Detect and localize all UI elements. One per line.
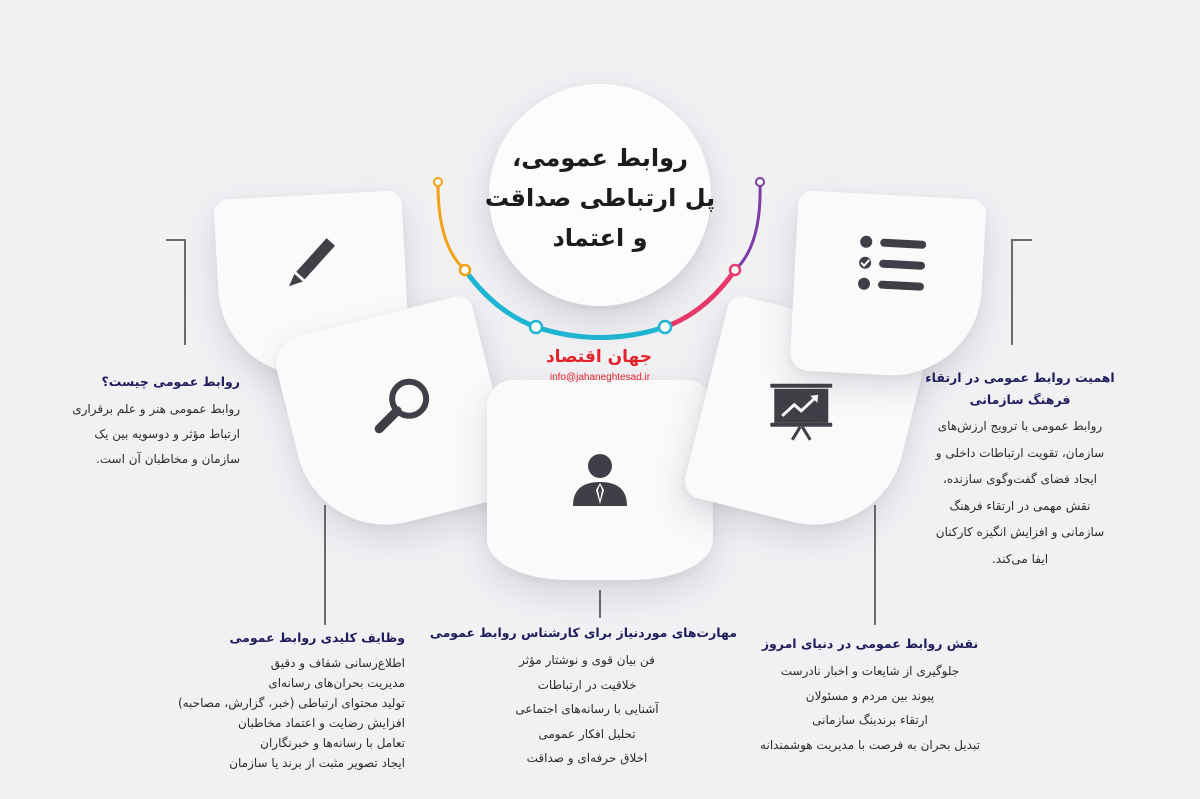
block-line: پیوند بین مردم و مسئولان xyxy=(805,688,935,703)
block-heading: مهارت‌های موردنیاز برای کارشناس روابط عمومی xyxy=(429,625,737,640)
block-heading: روابط عمومی چیست؟ xyxy=(101,374,240,389)
block-line: سازمان، تقویت ارتباطات داخلی و xyxy=(935,445,1105,460)
block-line: اخلاق حرفه‌ای و صداقت xyxy=(526,751,648,765)
arc-node xyxy=(434,178,442,186)
checklist-icon xyxy=(856,233,929,297)
arc-node xyxy=(756,178,764,186)
bracket-line-importance xyxy=(1012,240,1032,345)
arc-segment-purple xyxy=(735,182,760,270)
block-key-duties xyxy=(177,627,405,773)
brand-email: info@jahaneghtesad.ir xyxy=(549,372,651,383)
block-line: خلاقیت در ارتباطات xyxy=(537,677,637,692)
block-line: ایفا می‌کند. xyxy=(991,551,1049,566)
block-line: سازمان و مخاطبان آن است. xyxy=(95,452,240,466)
block-heading: اهمیت روابط عمومی در ارتقاء فرهنگ سازمانی xyxy=(925,370,1115,407)
block-line: فن بیان قوی و نوشتار مؤثر xyxy=(519,653,655,667)
arc-node xyxy=(530,321,542,333)
block-heading: وظایف کلیدی روابط عمومی xyxy=(229,630,405,645)
block-line: ایجاد فضای گفت‌وگوی سازنده، xyxy=(942,472,1098,486)
title-line: روابط عمومی، xyxy=(512,144,688,172)
block-line: تولید محتوای ارتباطی (خبر، گزارش، مصاحبه) xyxy=(177,696,405,710)
block-line: روابط عمومی هنر و علم برقراری xyxy=(72,402,240,416)
title-line: و اعتماد xyxy=(552,224,648,252)
pencil-icon xyxy=(282,232,341,291)
block-role-today xyxy=(720,633,1020,757)
block-line: ارتباط مؤثر و دوسویه بین یک xyxy=(94,427,240,441)
arc-node xyxy=(460,265,470,275)
arc-node xyxy=(730,265,740,275)
user-tie-icon xyxy=(567,450,633,516)
block-line: سازمانی و افزایش انگیزه کارکنان xyxy=(935,525,1105,539)
block-line: تبدیل بحران به فرصت با مدیریت هوشمندانه xyxy=(760,737,980,752)
title-line: پل ارتباطی صداقت xyxy=(484,184,716,212)
block-what-is-pr xyxy=(10,371,240,472)
block-line: آشنایی با رسانه‌های اجتماعی xyxy=(515,702,659,716)
arc-segment-orange xyxy=(438,180,465,270)
block-line: تحلیل افکار عمومی xyxy=(538,726,636,741)
presentation-chart-icon xyxy=(768,380,834,446)
block-line: نقش مهمی در ارتقاء فرهنگ xyxy=(949,498,1091,513)
title-circle xyxy=(484,84,716,306)
block-line: افزایش رضایت و اعتماد مخاطبان xyxy=(237,716,405,730)
page-title xyxy=(485,138,715,258)
block-line: تعامل با رسانه‌ها و خبرنگاران xyxy=(260,736,405,750)
block-required-skills xyxy=(429,622,737,771)
block-line: روابط عمومی با ترویج ارزش‌های xyxy=(937,419,1103,433)
block-line: ایجاد تصویر مثبت از برند یا سازمان xyxy=(229,756,405,770)
magnifier-icon xyxy=(371,375,433,437)
block-line: مدیریت بحران‌های رسانه‌ای xyxy=(268,676,405,690)
brand-logo: جهان اقتصاد xyxy=(545,347,652,367)
block-heading: نقش روابط عمومی در دنیای امروز xyxy=(761,636,979,651)
block-importance xyxy=(920,367,1120,572)
block-line: جلوگیری از شایعات و اخبار نادرست xyxy=(780,664,960,678)
bracket-line-what xyxy=(166,240,185,345)
block-line: ارتقاء برندینگ سازمانی xyxy=(812,713,928,727)
tile-user xyxy=(487,380,713,580)
block-line: اطلاع‌رسانی شفاف و دقیق xyxy=(270,656,405,670)
arc-node xyxy=(659,321,671,333)
